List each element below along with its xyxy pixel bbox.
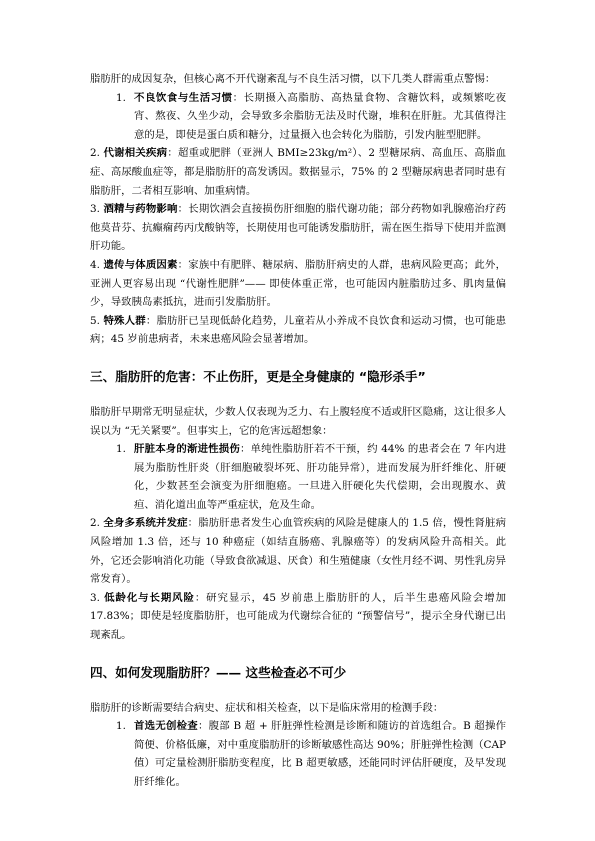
list-item — [90, 144, 506, 200]
list-item — [90, 589, 506, 645]
list-item-title: 遗传与体质因素 — [103, 258, 178, 271]
list-item — [90, 312, 506, 349]
section3-intro: 脂肪肝早期常无明显症状，少数人仅表现为乏力、右上腹轻度不适或肝区隐痛，这让很多人误以为 “无关紧要”。但事实上，它的危害远超想象： — [90, 405, 506, 437]
list-item-text: ：脂肪肝患者发生心血管疾病的风险是健康人的 1.5 倍，慢性肾脏病风险增加 1.3 倍，还与 10 种癌症（如结直肠癌、乳腺癌等）的发病风险升高相关。此外，它还会影响消化功能（导致食欲减退、厌食）和生殖健康（女性月经不调、男性乳房异常发育）。 — [90, 517, 506, 586]
list-item-title: 全身多系统并发症 — [103, 517, 188, 530]
list-number: 1. — [116, 91, 126, 104]
list-number: 1. — [116, 720, 126, 733]
list-item-text: ：家族中有肥胖、糖尿病、脂肪肝病史的人群，患病风险更高；此外，亚洲人更容易出现 “代谢性肥胖”—— 即使体重正常，也可能因内脏脂肪过多、肌肉量偏少，导致胰岛素抵抗，进而引发脂肪肝。 — [90, 258, 507, 309]
document-page — [90, 70, 506, 792]
list-number: 2. — [90, 517, 100, 530]
list-item-title: 首选无创检查 — [134, 720, 198, 733]
list-item-title: 代谢相关疾病 — [103, 147, 168, 160]
list-number: 3. — [90, 203, 100, 216]
list-number: 3. — [90, 591, 100, 604]
list-item-title: 特殊人群 — [103, 314, 146, 327]
list-item-text: ：研究显示，45 岁前患上脂肪肝的人，后半生患癌风险会增加 17.83%；即使是轻度脂肪肝，也可能成为代谢综合征的 “预警信号”，提示全身代谢已出现紊乱。 — [90, 591, 506, 642]
list-item-text: ：长期摄入高脂肪、高热量食物、含糖饮料，或频繁吃夜宵、熬夜、久坐少动，会导致多余脂肪无法及时代谢，堆积在肝脏。尤其值得注意的是，即使是蛋白质和糖分，过量摄入也会转化为脂肪，引发内脏型肥胖。 — [134, 91, 507, 141]
list-number: 5. — [90, 314, 100, 327]
list-item-text: ：长期饮酒会直接损伤肝细胞的脂代谢功能；部分药物如乳腺癌治疗药他莫昔芬、抗癫痫药丙戊酸钠等，长期使用也可能诱发脂肪肝，需在医生指导下使用并监测肝功能。 — [90, 203, 507, 253]
list-item-text: ：单纯性脂肪肝若不干预，约 44% 的患者会在 7 年内进展为脂肪性肝炎（肝细胞破裂坏死、肝功能异常），进而发展为肝纤维化、肝硬化，少数甚至会演变为肝细胞癌。一旦进入肝硬化失代偿期，会出现腹水、黄疸、消化道出血等严重症状，危及生命。 — [134, 443, 507, 511]
list-number: 1. — [116, 443, 126, 456]
list-number: 2. — [90, 147, 100, 160]
list-item-text: ：脂肪肝已呈现低龄化趋势，儿童若从小养成不良饮食和运动习惯，也可能患病；45 岁前患病者，未来患癌风险会显著增加。 — [90, 314, 507, 346]
list-item — [90, 514, 506, 588]
list-item-title: 低龄化与长期风险 — [104, 591, 195, 604]
list-item — [90, 89, 506, 145]
section3-heading: 三、脂肪肝的危害：不止伤肝，更是全身健康的 “隐形杀手” — [90, 368, 426, 384]
section4-heading: 四、如何发现脂肪肝？—— 这些检查必不可少 — [90, 664, 347, 680]
list-item — [90, 200, 506, 256]
list-item-title: 不良饮食与生活习惯 — [134, 91, 233, 104]
section4-intro: 脂肪肝的诊断需要结合病史、症状和相关检查，以下是临床常用的检测手段： — [90, 701, 444, 714]
list-item-title: 肝脏本身的渐进性损伤 — [134, 443, 240, 456]
list-item — [90, 256, 506, 312]
section2-intro: 脂肪肝的成因复杂，但核心离不开代谢紊乱与不良生活习惯，以下几类人群需重点警惕： — [90, 73, 496, 85]
list-item — [90, 717, 506, 791]
list-item-text: ：腹部 B 超 + 肝脏弹性检测是诊断和随访的首选组合。B 超操作简便、价格低廉，对中重度脂肪肝的诊断敏感性高达 90%；肝脏弹性检测（CAP 值）可定量检测肝脂肪变程度，比 B 超更敏感，还能同时评估肝硬度，及早发现肝纤维化。 — [134, 720, 506, 788]
list-item-title: 酒精与药物影响 — [103, 203, 178, 216]
list-item — [90, 440, 506, 514]
list-item-text: ：超重或肥胖（亚洲人 BMI≥23kg/m²）、2 型糖尿病、高血压、高脂血症、高尿酸血症等，都是脂肪肝的高发诱因。数据显示，75% 的 2 型糖尿病患者同时患有脂肪肝，二者相互影响、加重病情。 — [90, 147, 506, 197]
list-number: 4. — [90, 258, 100, 271]
